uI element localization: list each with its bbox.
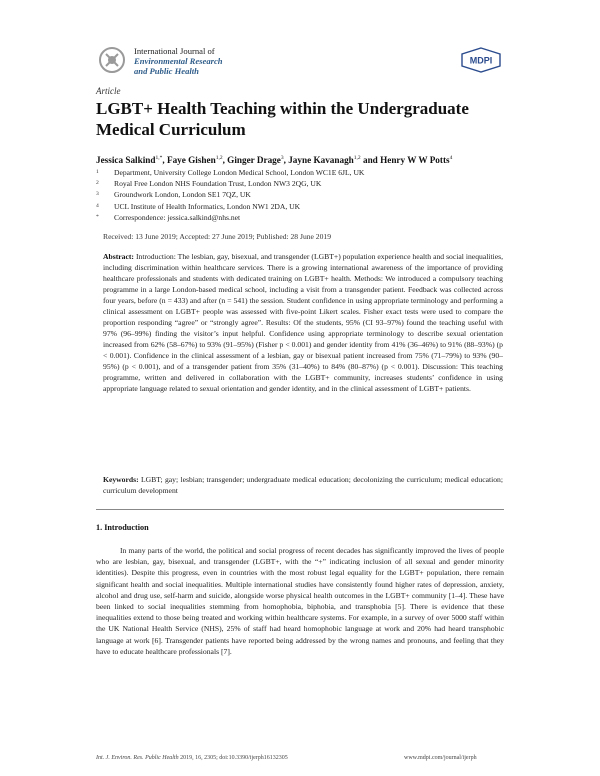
affiliation-number: 1 [96, 169, 99, 175]
mdpi-logo-icon [459, 47, 503, 73]
section-body-text: In many parts of the world, the political and social progress of recent decades has significantly improved the lives of people who are lesbian, gay, bisexual, and transgender (LGBT+, with the “+” indicating inclusion of all sexual and gender minority identities). Despite this progress, even in countries with the most robust legal equality for the LGBT+ population, there remain significant health and social inequalities. Multiple international studies have consistently found higher rates of depression, anxiety, alcohol and drug use, self-harm and suicide, alongside worse physical health outcomes in the LGBT+ community [1–4]. These have been linked to social inequalities stemming from homophobia, biphobia, and transphobia [5]. There is evidence that these inequalities extend to those being treated and working within healthcare systems. For example, in a survey of over 5000 staff within the UK National Health Service (NHS), 25% of staff had heard homophobic language at work and 20% had heard transphobic language at work [6]. Transgender patients have reported being addressed by the wrong names and pronouns, and feeling that they have to educate healthcare professionals [7]. [96, 546, 504, 656]
journal-logo-icon [96, 44, 128, 76]
author-name: Jayne Kavanagh [288, 155, 354, 166]
affiliation-text: Royal Free London NHS Foundation Trust, London NW3 2QG, UK [114, 179, 322, 189]
author-name: Ginger Drage [227, 155, 281, 166]
author-list: Jessica Salkind$^{1,*}$, Faye Gishen$^{1,2}$, Ginger Drage$^3$, Jayne Kavanagh$^{1,2}$ and Henry W W Potts$^4$ [96, 155, 453, 166]
affiliation-number: 3 [96, 191, 99, 198]
abstract [103, 251, 503, 394]
mdpi-logo-text: MDPI [469, 55, 493, 66]
keywords-label: Keywords: [103, 475, 139, 484]
keywords-text: LGBT; gay; lesbian; transgender; undergraduate medical education; decolonizing the curriculum; medical education; curriculum development [103, 475, 503, 495]
abstract-label: Abstract: [103, 252, 134, 261]
journal-name-line2: Environmental Research [134, 56, 223, 66]
affiliation-number: 2 [96, 180, 99, 187]
affiliation-item [96, 178, 516, 189]
footer-citation [96, 755, 288, 761]
correspondence-item [96, 212, 516, 223]
journal-name [134, 46, 223, 76]
footer-journal-abbrev: Int. J. Environ. Res. Public Health [96, 755, 179, 761]
correspondence-text: Correspondence: jessica.salkind@nhs.net [114, 212, 241, 222]
affiliation-text: Department, University College London Medical School, London WC1E 6JL, UK [114, 168, 365, 177]
affiliation-number: 4 [96, 202, 99, 209]
author-affil-sup: 4 [449, 155, 453, 161]
author-name: Jessica Salkind [96, 155, 156, 166]
section-heading: 1. Introduction [96, 523, 149, 532]
affiliation-item [96, 167, 516, 178]
affiliation-list [96, 167, 516, 223]
author-affil-sup: 3 [280, 155, 284, 161]
affiliation-item [96, 189, 516, 200]
correspondence-marker: * [96, 213, 99, 220]
author-name: Henry W W Potts [380, 155, 450, 166]
author-affil-sup: 1,2 [353, 155, 361, 161]
author-affil-sup: 1,2 [215, 155, 223, 161]
journal-name-line1: International Journal of [134, 46, 215, 56]
article-title: LGBT+ Health Teaching within the Undergraduate Medical Curriculum [96, 99, 469, 139]
footer-citation-text: 2019, 16, 2305; doi:10.3390/ijerph16132305 [178, 755, 288, 761]
affiliation-item [96, 201, 516, 212]
article-type: Article [96, 86, 121, 96]
keywords [103, 474, 503, 496]
affiliation-text: Groundwork London, London SE1 7QZ, UK [114, 190, 251, 200]
affiliation-text: UCL Institute of Health Informatics, London NW1 2DA, UK [114, 201, 301, 211]
journal-name-line3: and Public Health [134, 66, 199, 76]
section-divider [96, 509, 504, 510]
footer-url: www.mdpi.com/journal/ijerph [404, 755, 477, 761]
author-affil-sup: 1,* [155, 155, 163, 161]
author-name: Faye Gishen [166, 155, 216, 166]
abstract-text: Introduction: The lesbian, gay, bisexual, and transgender (LGBT+) population experience health and social inequalities, including discrimination within healthcare services. There is a growing international awareness of the importance of providing healthcare professionals and students with dedicated training on LGBT+ health. Methods: We introduced a compulsory teaching programme in a large London-based medical school, including a visit from a transgender patient. Feedback was collected across four years, before (n = 433) and after (n = 541) the session. Student confidence in using appropriate terminology and performing a clinical assessment on LGBT+ people was assessed with five-point Likert scales. Fisher exact tests were used to compare the proportion responding “agree” or “strongly agree”. Results: Of the students, 95% (CI 93–97%) found the teaching useful with 97% (96–99%) finding the visitor’s input helpful. Confidence using appropriate terminology to describe sexual orientation increased from 62% (58–67%) to 93% (91–95%) (Fisher p < 0.001) and gender identity from 41% (36–46%) to 91% (88–93%) (p < 0.001). Confidence in the clinical assessment of a lesbian, gay or bisexual patient increased from 75% (71–79%) to 93% (90–95%) (p < 0.001), and of a transgender patient from 35% (31–40%) to 84% (80–87%) (p < 0.001). Discussion: This teaching programme, written and delivered in collaboration with the LGBT+ community, increases students’ confidence in using appropriate language related to sexual orientation and gender identity, and in the clinical assessment of LGBT+ patients. [103, 252, 503, 393]
publication-dates: Received: 13 June 2019; Accepted: 27 June 2019; Published: 28 June 2019 [103, 232, 331, 241]
